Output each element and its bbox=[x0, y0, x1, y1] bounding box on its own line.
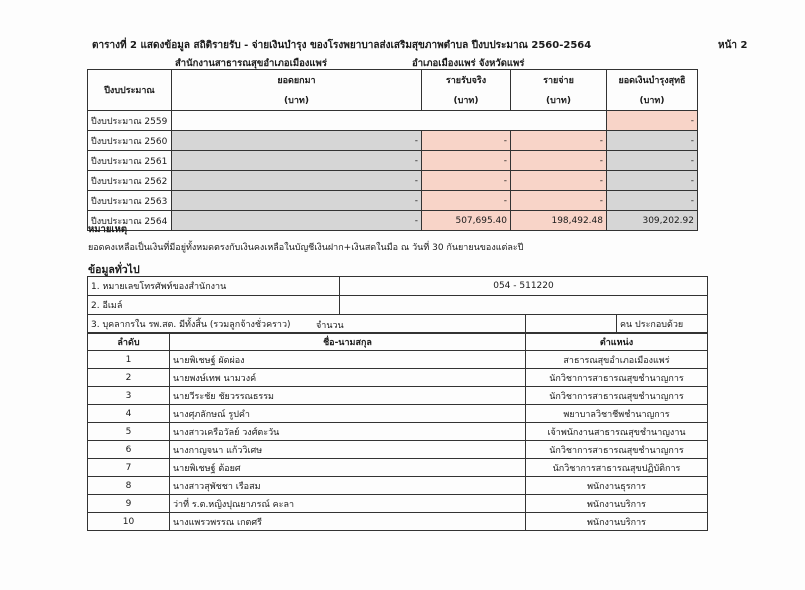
staff-no: 6 bbox=[88, 441, 170, 459]
staff-no: 7 bbox=[88, 459, 170, 477]
header-income: รายรับจริง bbox=[422, 70, 511, 91]
unit-label: (บาท) bbox=[511, 90, 607, 111]
budget-table bbox=[87, 69, 698, 231]
staff-row bbox=[88, 513, 708, 531]
office-name: สำนักงานสาธารณสุขอำเภอเมืองแพร่ bbox=[175, 58, 327, 69]
header-year: ปีงบประมาณ bbox=[88, 70, 172, 111]
year-cell: ปีงบประมาณ 2564 bbox=[88, 211, 172, 231]
budget-row bbox=[88, 131, 698, 151]
phone-label: 1. หมายเลขโทรศัพท์ของสำนักงาน bbox=[88, 277, 340, 296]
expense-cell: - bbox=[511, 191, 607, 211]
budget-unit-row bbox=[88, 90, 698, 111]
staff-count-label-cell bbox=[88, 315, 526, 334]
expense-cell: - bbox=[511, 171, 607, 191]
staff-position: สาธารณสุขอำเภอเมืองแพร่ bbox=[526, 351, 708, 369]
year-cell: ปีงบประมาณ 2559 bbox=[88, 111, 172, 131]
staff-no: 10 bbox=[88, 513, 170, 531]
budget-row bbox=[88, 151, 698, 171]
staff-row bbox=[88, 369, 708, 387]
income-cell: - bbox=[422, 171, 511, 191]
net-cell: 309,202.92 bbox=[607, 211, 698, 231]
note-heading: หมายเหตุ bbox=[88, 224, 128, 235]
staff-name: นางศุภลักษณ์ รูปคำ bbox=[170, 405, 526, 423]
carry-cell: - bbox=[172, 131, 422, 151]
staff-row bbox=[88, 423, 708, 441]
budget-row bbox=[88, 111, 698, 131]
header-no: ลำดับ bbox=[88, 333, 170, 351]
carry-cell: - bbox=[172, 191, 422, 211]
staff-no: 4 bbox=[88, 405, 170, 423]
budget-row bbox=[88, 191, 698, 211]
income-cell: 507,695.40 bbox=[422, 211, 511, 231]
staff-row bbox=[88, 441, 708, 459]
carry-cell: - bbox=[172, 151, 422, 171]
staff-no: 9 bbox=[88, 495, 170, 513]
net-cell: - bbox=[607, 151, 698, 171]
net-cell: - bbox=[607, 111, 698, 131]
staff-row bbox=[88, 405, 708, 423]
staff-no: 1 bbox=[88, 351, 170, 369]
income-cell: - bbox=[422, 131, 511, 151]
staff-position: พนักงานบริการ bbox=[526, 513, 708, 531]
income-cell: - bbox=[422, 151, 511, 171]
staff-no: 5 bbox=[88, 423, 170, 441]
header-carry: ยอดยกมา bbox=[172, 70, 422, 91]
email-row bbox=[88, 296, 708, 315]
staff-position: นักวิชาการสาธารณสุขชำนาญการ bbox=[526, 387, 708, 405]
staff-name: นายพิเชษฐ์ ต้อยศ bbox=[170, 459, 526, 477]
header-expense: รายจ่าย bbox=[511, 70, 607, 91]
expense-cell: - bbox=[511, 131, 607, 151]
unit-label: (บาท) bbox=[422, 90, 511, 111]
staff-count-label: 3. บุคลากรใน รพ.สต. มีทั้งสิ้น (รวมลูกจ้างชั่วคราว) bbox=[91, 320, 291, 330]
staff-count-value bbox=[526, 315, 617, 334]
expense-cell: 198,492.48 bbox=[511, 211, 607, 231]
phone-row bbox=[88, 277, 708, 296]
staff-table bbox=[87, 332, 708, 531]
staff-row bbox=[88, 387, 708, 405]
header-name: ชื่อ-นามสกุล bbox=[170, 333, 526, 351]
page-number: หน้า 2 bbox=[718, 40, 748, 51]
staff-name: ว่าที่ ร.ต.หญิงปุณยาภรณ์ คะลา bbox=[170, 495, 526, 513]
general-info-table bbox=[87, 276, 708, 334]
year-cell: ปีงบประมาณ 2562 bbox=[88, 171, 172, 191]
carry-cell bbox=[172, 111, 607, 131]
document-title: ตารางที่ 2 แสดงข้อมูล สถิติรายรับ - จ่ายเงินบำรุง ของโรงพยาบาลส่งเสริมสุขภาพตำบล ปีงบประมาณ 2560-2564 bbox=[92, 40, 592, 51]
staff-row bbox=[88, 477, 708, 495]
staff-name: นางสาวสุพัชชา เรือสม bbox=[170, 477, 526, 495]
staff-position: พนักงานธุรการ bbox=[526, 477, 708, 495]
unit-label: คน ประกอบด้วย bbox=[617, 315, 708, 334]
year-cell: ปีงบประมาณ 2561 bbox=[88, 151, 172, 171]
expense-cell: - bbox=[511, 151, 607, 171]
staff-no: 8 bbox=[88, 477, 170, 495]
year-cell: ปีงบประมาณ 2560 bbox=[88, 131, 172, 151]
staff-row bbox=[88, 459, 708, 477]
note-text: ยอดคงเหลือเป็นเงินที่มีอยู่ทั้งหมดตรงกับเงินคงเหลือในบัญชีเงินฝาก+เงินสดในมือ ณ วันที่ 30 กันยายนของแต่ละปี bbox=[88, 243, 524, 253]
staff-name: นายพงษ์เทพ นามวงค์ bbox=[170, 369, 526, 387]
email-label: 2. อีเมล์ bbox=[88, 296, 340, 315]
count-label: จำนวน bbox=[316, 321, 344, 331]
unit-label: (บาท) bbox=[607, 90, 698, 111]
staff-position: พนักงานบริการ bbox=[526, 495, 708, 513]
net-cell: - bbox=[607, 191, 698, 211]
district-name: อำเภอเมืองแพร่ จังหวัดแพร่ bbox=[412, 58, 525, 69]
staff-position: นักวิชาการสาธารณสุขปฏิบัติการ bbox=[526, 459, 708, 477]
email-value bbox=[340, 296, 708, 315]
staff-count-row bbox=[88, 315, 708, 334]
budget-header-row bbox=[88, 70, 698, 91]
budget-row bbox=[88, 171, 698, 191]
staff-position: นักวิชาการสาธารณสุขชำนาญการ bbox=[526, 369, 708, 387]
unit-label: (บาท) bbox=[172, 90, 422, 111]
staff-position: เจ้าพนักงานสาธารณสุขชำนาญงาน bbox=[526, 423, 708, 441]
carry-cell: - bbox=[172, 171, 422, 191]
income-cell: - bbox=[422, 191, 511, 211]
header-net: ยอดเงินบำรุงสุทธิ bbox=[607, 70, 698, 91]
staff-no: 3 bbox=[88, 387, 170, 405]
staff-name: นายวีระชัย ชัยวรรณธรรม bbox=[170, 387, 526, 405]
phone-value: 054 - 511220 bbox=[340, 277, 708, 296]
staff-position: นักวิชาการสาธารณสุขชำนาญการ bbox=[526, 441, 708, 459]
staff-no: 2 bbox=[88, 369, 170, 387]
staff-name: นางแพรวพรรณ เกตศรี bbox=[170, 513, 526, 531]
staff-header-row bbox=[88, 333, 708, 351]
staff-name: นายพิเชษฐ์ ผัดผ่อง bbox=[170, 351, 526, 369]
general-info-heading: ข้อมูลทั่วไป bbox=[88, 264, 140, 276]
carry-cell: - bbox=[172, 211, 422, 231]
budget-row bbox=[88, 211, 698, 231]
header-position: ตำแหน่ง bbox=[526, 333, 708, 351]
staff-name: นางกาญจนา แก้ววิเศษ bbox=[170, 441, 526, 459]
staff-row bbox=[88, 351, 708, 369]
staff-position: พยาบาลวิชาชีพชำนาญการ bbox=[526, 405, 708, 423]
staff-name: นางสาวเครือวัลย์ วงศ์ตะวัน bbox=[170, 423, 526, 441]
staff-row bbox=[88, 495, 708, 513]
net-cell: - bbox=[607, 131, 698, 151]
year-cell: ปีงบประมาณ 2563 bbox=[88, 191, 172, 211]
net-cell: - bbox=[607, 171, 698, 191]
